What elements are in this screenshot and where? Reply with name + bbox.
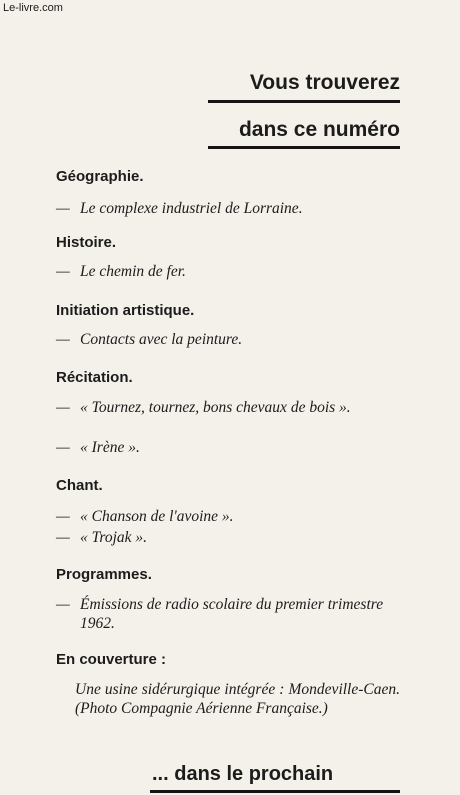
footer-next-issue: ... dans le prochain [152, 763, 334, 785]
dash-mark: — [56, 439, 70, 456]
cover-description: Une usine sidérurgique intégrée : Mondeville-Caen. (Photo Compagnie Aérienne Française.) [75, 681, 400, 717]
section-title-geographie: Géographie. [56, 168, 144, 185]
list-item: — « Irène ». [56, 439, 140, 456]
section-title-couverture: En couverture : [56, 651, 167, 668]
section-title-programmes: Programmes. [56, 566, 152, 583]
dash-mark: — [56, 508, 70, 525]
list-item: — « Chanson de l'avoine ». [56, 508, 234, 525]
header-line-1: Vous trouverez [249, 71, 400, 94]
header-line-2: dans ce numéro [238, 118, 400, 141]
list-item: — Contacts avec la peinture. [56, 331, 243, 348]
list-item: — Le complexe industriel de Lorraine. [56, 200, 303, 217]
site-watermark: Le-livre.com [3, 2, 63, 14]
dash-mark: — [56, 529, 70, 546]
dash-mark: — [56, 263, 70, 280]
section-title-initiation: Initiation artistique. [56, 302, 195, 319]
list-item: — Le chemin de fer. [56, 263, 186, 280]
list-item: — « Trojak ». [56, 529, 148, 546]
dash-mark: — [56, 596, 70, 613]
section-title-recitation: Récitation. [56, 369, 133, 386]
header-rule-1 [208, 100, 400, 103]
dash-mark: — [56, 399, 70, 416]
list-item: — Émissions de radio scolaire du premier trimestre 1962. [56, 596, 384, 632]
section-title-chant: Chant. [56, 477, 103, 494]
list-item: — « Tournez, tournez, bons chevaux de bois ». [56, 399, 351, 416]
footer-rule [150, 790, 400, 793]
dash-mark: — [56, 331, 70, 348]
dash-mark: — [56, 200, 70, 217]
section-title-histoire: Histoire. [56, 234, 117, 251]
header-rule-2 [208, 146, 400, 149]
